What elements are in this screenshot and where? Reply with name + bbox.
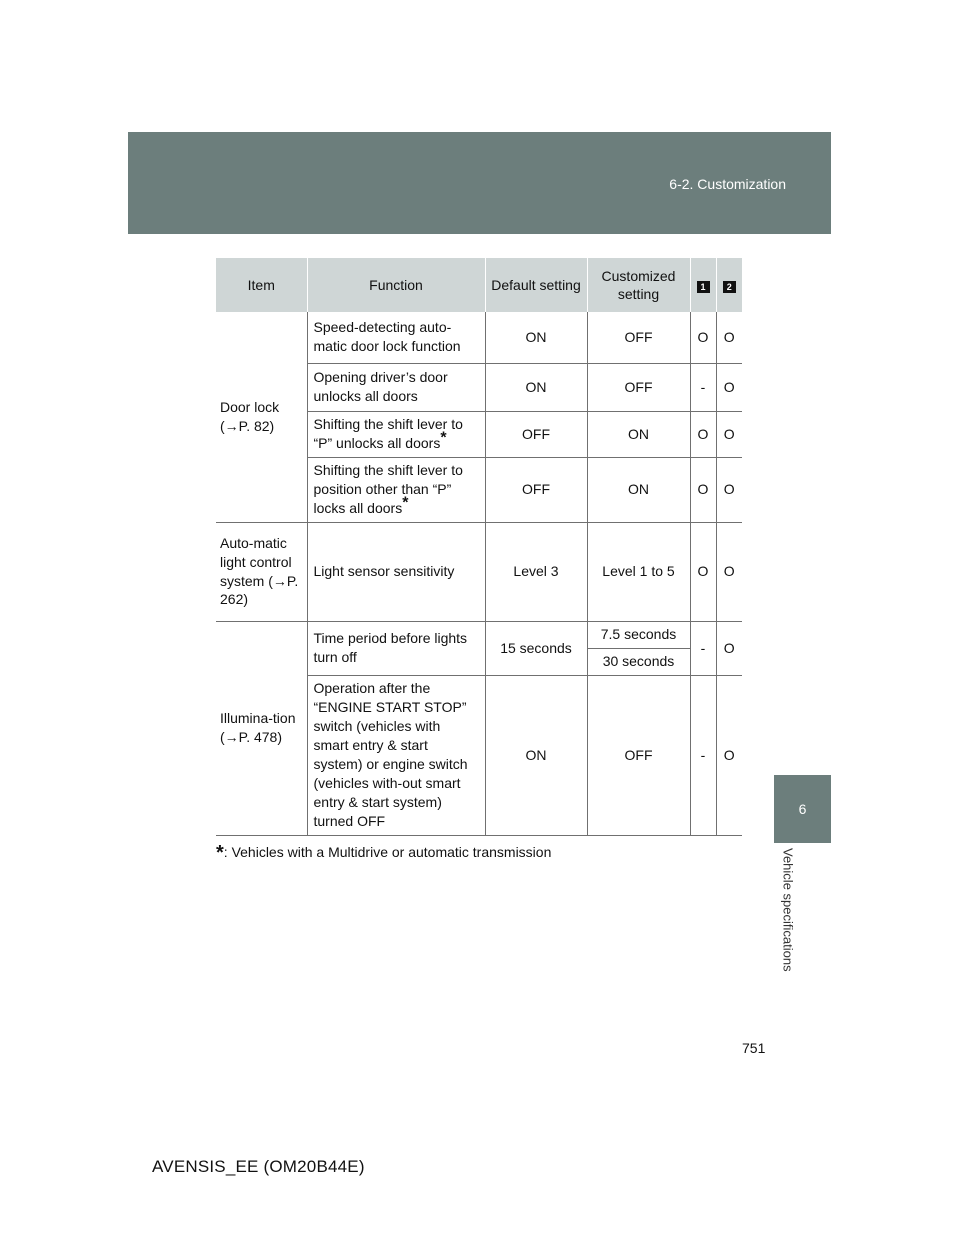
footnote-star: * — [440, 429, 447, 447]
header-customized-setting: Customized setting — [587, 258, 690, 312]
col1-cell: O — [690, 411, 716, 457]
chapter-tab: 6 — [774, 775, 831, 843]
customization-table — [216, 258, 742, 836]
header-col-2 — [716, 258, 742, 312]
section-title: 6-2. Customization — [669, 176, 786, 192]
custom-cell: 7.5 seconds — [587, 621, 690, 648]
col2-cell: O — [716, 522, 742, 621]
function-text: Shifting the shift lever to position other than “P” locks all doors — [313, 462, 463, 516]
header-function: Function — [307, 258, 485, 312]
default-cell: 15 seconds — [485, 621, 587, 675]
col2-cell: O — [716, 675, 742, 835]
default-cell: Level 3 — [485, 522, 587, 621]
header-default-setting: Default setting — [485, 258, 587, 312]
default-cell: OFF — [485, 411, 587, 457]
col1-cell: - — [690, 363, 716, 411]
item-door-lock: Door lock (→P. 82) — [216, 312, 307, 522]
footnote-text: : Vehicles with a Multidrive or automatic transmission — [223, 844, 552, 860]
col2-cell: O — [716, 457, 742, 522]
header-item: Item — [216, 258, 307, 312]
col1-cell: O — [690, 522, 716, 621]
custom-cell: OFF — [587, 312, 690, 363]
function-cell: Light sensor sensitivity — [307, 522, 485, 621]
custom-cell: ON — [587, 457, 690, 522]
function-cell — [307, 457, 485, 522]
item-illumination: Illumina-tion (→P. 478) — [216, 621, 307, 835]
table-header-row — [216, 258, 742, 312]
function-cell: Operation after the “ENGINE START STOP” switch (vehicles with smart entry & start system) or engine switch (vehicles with-out smart entry & start system) turned OFF — [307, 675, 485, 835]
header-col-1 — [690, 258, 716, 312]
default-cell: ON — [485, 312, 587, 363]
chapter-label: Vehicle specifications — [780, 848, 796, 972]
col2-cell: O — [716, 363, 742, 411]
footnote — [216, 842, 551, 865]
col2-cell: O — [716, 411, 742, 457]
function-cell: Speed-detecting auto-matic door lock function — [307, 312, 485, 363]
item-light-control: Auto-matic light control system (→P. 262) — [216, 522, 307, 621]
function-cell: Opening driver’s door unlocks all doors — [307, 363, 485, 411]
col1-cell: O — [690, 457, 716, 522]
document-code: AVENSIS_EE (OM20B44E) — [152, 1157, 365, 1176]
col1-cell: O — [690, 312, 716, 363]
col1-cell: - — [690, 621, 716, 675]
table-row — [216, 522, 742, 621]
custom-cell: 30 seconds — [587, 648, 690, 675]
default-cell: OFF — [485, 457, 587, 522]
number-1-icon: 1 — [697, 281, 710, 293]
function-cell — [307, 411, 485, 457]
footnote-star: * — [216, 842, 224, 864]
default-cell: ON — [485, 363, 587, 411]
custom-cell: OFF — [587, 675, 690, 835]
header-band — [128, 132, 831, 234]
footnote-star: * — [402, 494, 409, 512]
custom-cell: Level 1 to 5 — [587, 522, 690, 621]
default-cell: ON — [485, 675, 587, 835]
function-text: Shifting the shift lever to “P” unlocks all doors — [313, 416, 463, 451]
col2-cell: O — [716, 621, 742, 675]
col1-cell: - — [690, 675, 716, 835]
col2-cell: O — [716, 312, 742, 363]
custom-cell: OFF — [587, 363, 690, 411]
number-2-icon: 2 — [723, 281, 736, 293]
custom-cell: ON — [587, 411, 690, 457]
function-cell: Time period before lights turn off — [307, 621, 485, 675]
page-number: 751 — [742, 1040, 766, 1056]
table-row — [216, 621, 742, 648]
table-row — [216, 312, 742, 363]
